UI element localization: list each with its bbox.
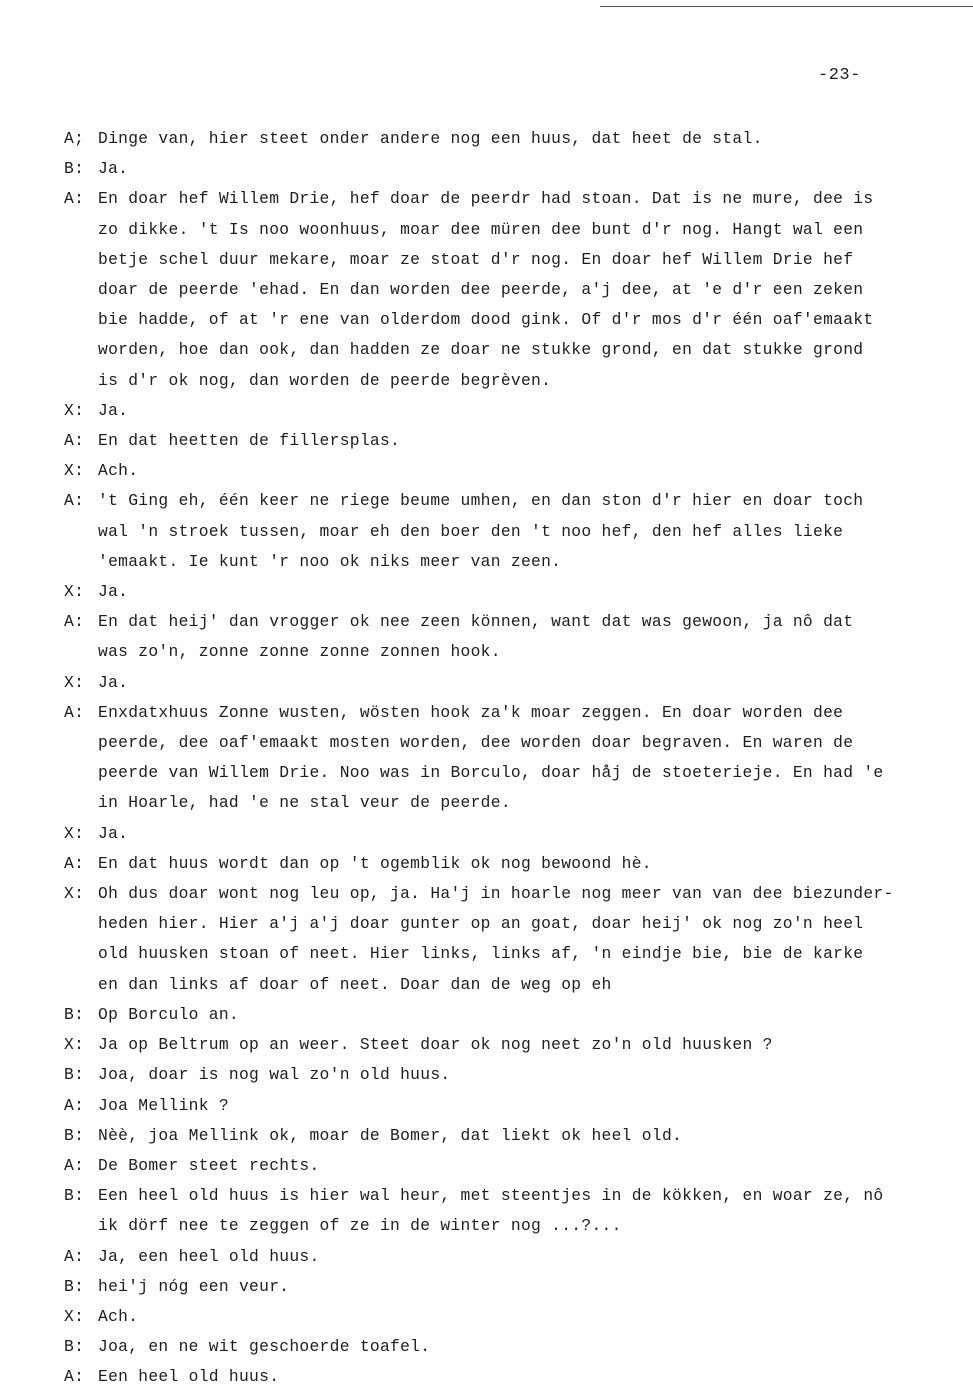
dialogue-turn bbox=[64, 1060, 964, 1090]
dialogue-turn bbox=[64, 426, 964, 456]
utterance-text: De Bomer steet rechts. bbox=[98, 1155, 320, 1175]
transcript bbox=[64, 124, 964, 1393]
dialogue-turn bbox=[64, 879, 964, 1000]
speaker-label: X: bbox=[64, 582, 85, 602]
dialogue-turn bbox=[64, 1362, 964, 1392]
dialogue-turn bbox=[64, 456, 964, 486]
top-rule bbox=[600, 6, 973, 7]
speaker-label: B: bbox=[64, 1186, 85, 1206]
utterance-text: En doar hef Willem Drie, hef doar de peerdr had stoan. Dat is ne mure, dee is zo dikke. 't Is noo woonhuus, moar dee müren dee bunt d'r nog. Hangt wal een betje schel duur mekare, moar ze stoat d'r nog. En doar hef Willem Drie hef doar de peerde 'ehad. En dan worden dee peerde, a'j dee, at 'e d'r een zeken bie hadde, of at 'r ene van olderdom dood gink. Of d'r mos d'r één oaf'emaakt worden, hoe dan ook, dan hadden ze doar ne stukke grond, en dat stukke grond is d'r ok nog, dan worden de peerde begrèven. bbox=[98, 189, 874, 390]
speaker-label: A; bbox=[64, 129, 85, 148]
speaker-label: A: bbox=[64, 612, 85, 632]
speaker-label: A: bbox=[64, 189, 85, 209]
speaker-label: B: bbox=[64, 1065, 85, 1085]
utterance-text: En dat heij' dan vrogger ok nee zeen können, want dat was gewoon, ja nô dat was zo'n, zonne zonne zonne zonnen hook. bbox=[98, 612, 854, 662]
speaker-label: X: bbox=[64, 461, 85, 481]
speaker-label: X: bbox=[64, 884, 85, 904]
speaker-label: X: bbox=[64, 1035, 85, 1055]
dialogue-turn bbox=[64, 1000, 964, 1030]
dialogue-turn bbox=[64, 154, 964, 184]
utterance-text: Joa, doar is nog wal zo'n old huus. bbox=[98, 1065, 451, 1085]
speaker-label: A: bbox=[64, 1095, 85, 1115]
utterance-text: En dat heetten de fillersplas. bbox=[98, 431, 401, 451]
utterance-text: Ach. bbox=[98, 461, 139, 481]
speaker-label: B: bbox=[64, 1337, 85, 1357]
speaker-label: B: bbox=[64, 159, 85, 179]
utterance-text: Ach. bbox=[98, 1306, 139, 1326]
speaker-label: A: bbox=[64, 1367, 85, 1387]
dialogue-turn bbox=[64, 486, 964, 577]
speaker-label: A: bbox=[64, 853, 85, 873]
speaker-label: X: bbox=[64, 400, 85, 420]
utterance-text: Oh dus doar wont nog leu op, ja. Ha'j in hoarle nog meer van van dee biezunder- heden hier. Hier a'j a'j doar gunter op an goat, doar heij' ok nog zo'n heel old huusken stoan of neet. Hier links, links af, 'n eindje bie, bie de karke en dan links af doar of neet. Doar dan de weg op eh bbox=[98, 884, 894, 994]
dialogue-turn bbox=[64, 1121, 964, 1151]
dialogue-turn bbox=[64, 1181, 964, 1241]
utterance-text: Enxdatxhuus Zonne wusten, wösten hook za'k moar zeggen. En doar worden dee peerde, dee oaf'emaakt mosten worden, dee worden doar begraven. En waren de peerde van Willem Drie. Noo was in Borculo, doar håj de stoeterieje. En had 'e in Hoarle, had 'e ne stal veur de peerde. bbox=[98, 702, 884, 813]
speaker-label: X: bbox=[64, 672, 85, 692]
utterance-text: Ja. bbox=[98, 672, 129, 692]
dialogue-turn bbox=[64, 1272, 964, 1302]
dialogue-turn bbox=[64, 1242, 964, 1272]
dialogue-turn bbox=[64, 1151, 964, 1181]
speaker-label: A: bbox=[64, 1155, 85, 1175]
utterance-text: Ja. bbox=[98, 159, 129, 179]
utterance-text: Ja. bbox=[98, 823, 129, 843]
utterance-text: Dinge van, hier steet onder andere nog een huus, dat heet de stal. bbox=[98, 129, 763, 148]
dialogue-turn bbox=[64, 668, 964, 698]
dialogue-turn bbox=[64, 849, 964, 879]
page-number: -23- bbox=[818, 66, 861, 85]
speaker-label: B: bbox=[64, 1125, 85, 1145]
utterance-text: Ja. bbox=[98, 400, 129, 420]
speaker-label: A: bbox=[64, 431, 85, 451]
dialogue-turn bbox=[64, 1091, 964, 1121]
utterance-text: Nèè, joa Mellink ok, moar de Bomer, dat liekt ok heel old. bbox=[98, 1125, 683, 1145]
dialogue-turn bbox=[64, 1302, 964, 1332]
speaker-label: X: bbox=[64, 1306, 85, 1326]
utterance-text: Ja. bbox=[98, 582, 129, 602]
speaker-label: B: bbox=[64, 1004, 85, 1024]
dialogue-turn bbox=[64, 1030, 964, 1060]
utterance-text: Joa Mellink ? bbox=[98, 1095, 229, 1115]
dialogue-turn bbox=[64, 184, 964, 395]
speaker-label: B: bbox=[64, 1276, 85, 1296]
dialogue-turn bbox=[64, 607, 964, 667]
dialogue-turn bbox=[64, 819, 964, 849]
dialogue-turn bbox=[64, 698, 964, 819]
utterance-text: Een heel old huus is hier wal heur, met steentjes in de kökken, en woar ze, nô ik dörf nee te zeggen of ze in de winter nog ...?... bbox=[98, 1186, 884, 1236]
dialogue-turn bbox=[64, 396, 964, 426]
speaker-label: A: bbox=[64, 702, 85, 722]
utterance-text: Ja op Beltrum op an weer. Steet doar ok nog neet zo'n old huusken ? bbox=[98, 1035, 773, 1055]
utterance-text: 't Ging eh, één keer ne riege beume umhen, en dan ston d'r hier en doar toch wal 'n stroek tussen, moar eh den boer den 't noo hef, den hef alles lieke 'emaakt. Ie kunt 'r noo ok niks meer van zeen. bbox=[98, 491, 864, 571]
dialogue-turn bbox=[64, 124, 964, 154]
speaker-label: A: bbox=[64, 1246, 85, 1266]
speaker-label: A: bbox=[64, 491, 85, 511]
utterance-text: hei'j nóg een veur. bbox=[98, 1276, 290, 1296]
dialogue-turn bbox=[64, 1332, 964, 1362]
utterance-text: En dat huus wordt dan op 't ogemblik ok nog bewoond hè. bbox=[98, 853, 652, 873]
utterance-text: Op Borculo an. bbox=[98, 1004, 239, 1024]
utterance-text: Joa, en ne wit geschoerde toafel. bbox=[98, 1337, 431, 1357]
speaker-label: X: bbox=[64, 823, 85, 843]
utterance-text: Ja, een heel old huus. bbox=[98, 1246, 320, 1266]
utterance-text: Een heel old huus. bbox=[98, 1367, 280, 1387]
dialogue-turn bbox=[64, 577, 964, 607]
